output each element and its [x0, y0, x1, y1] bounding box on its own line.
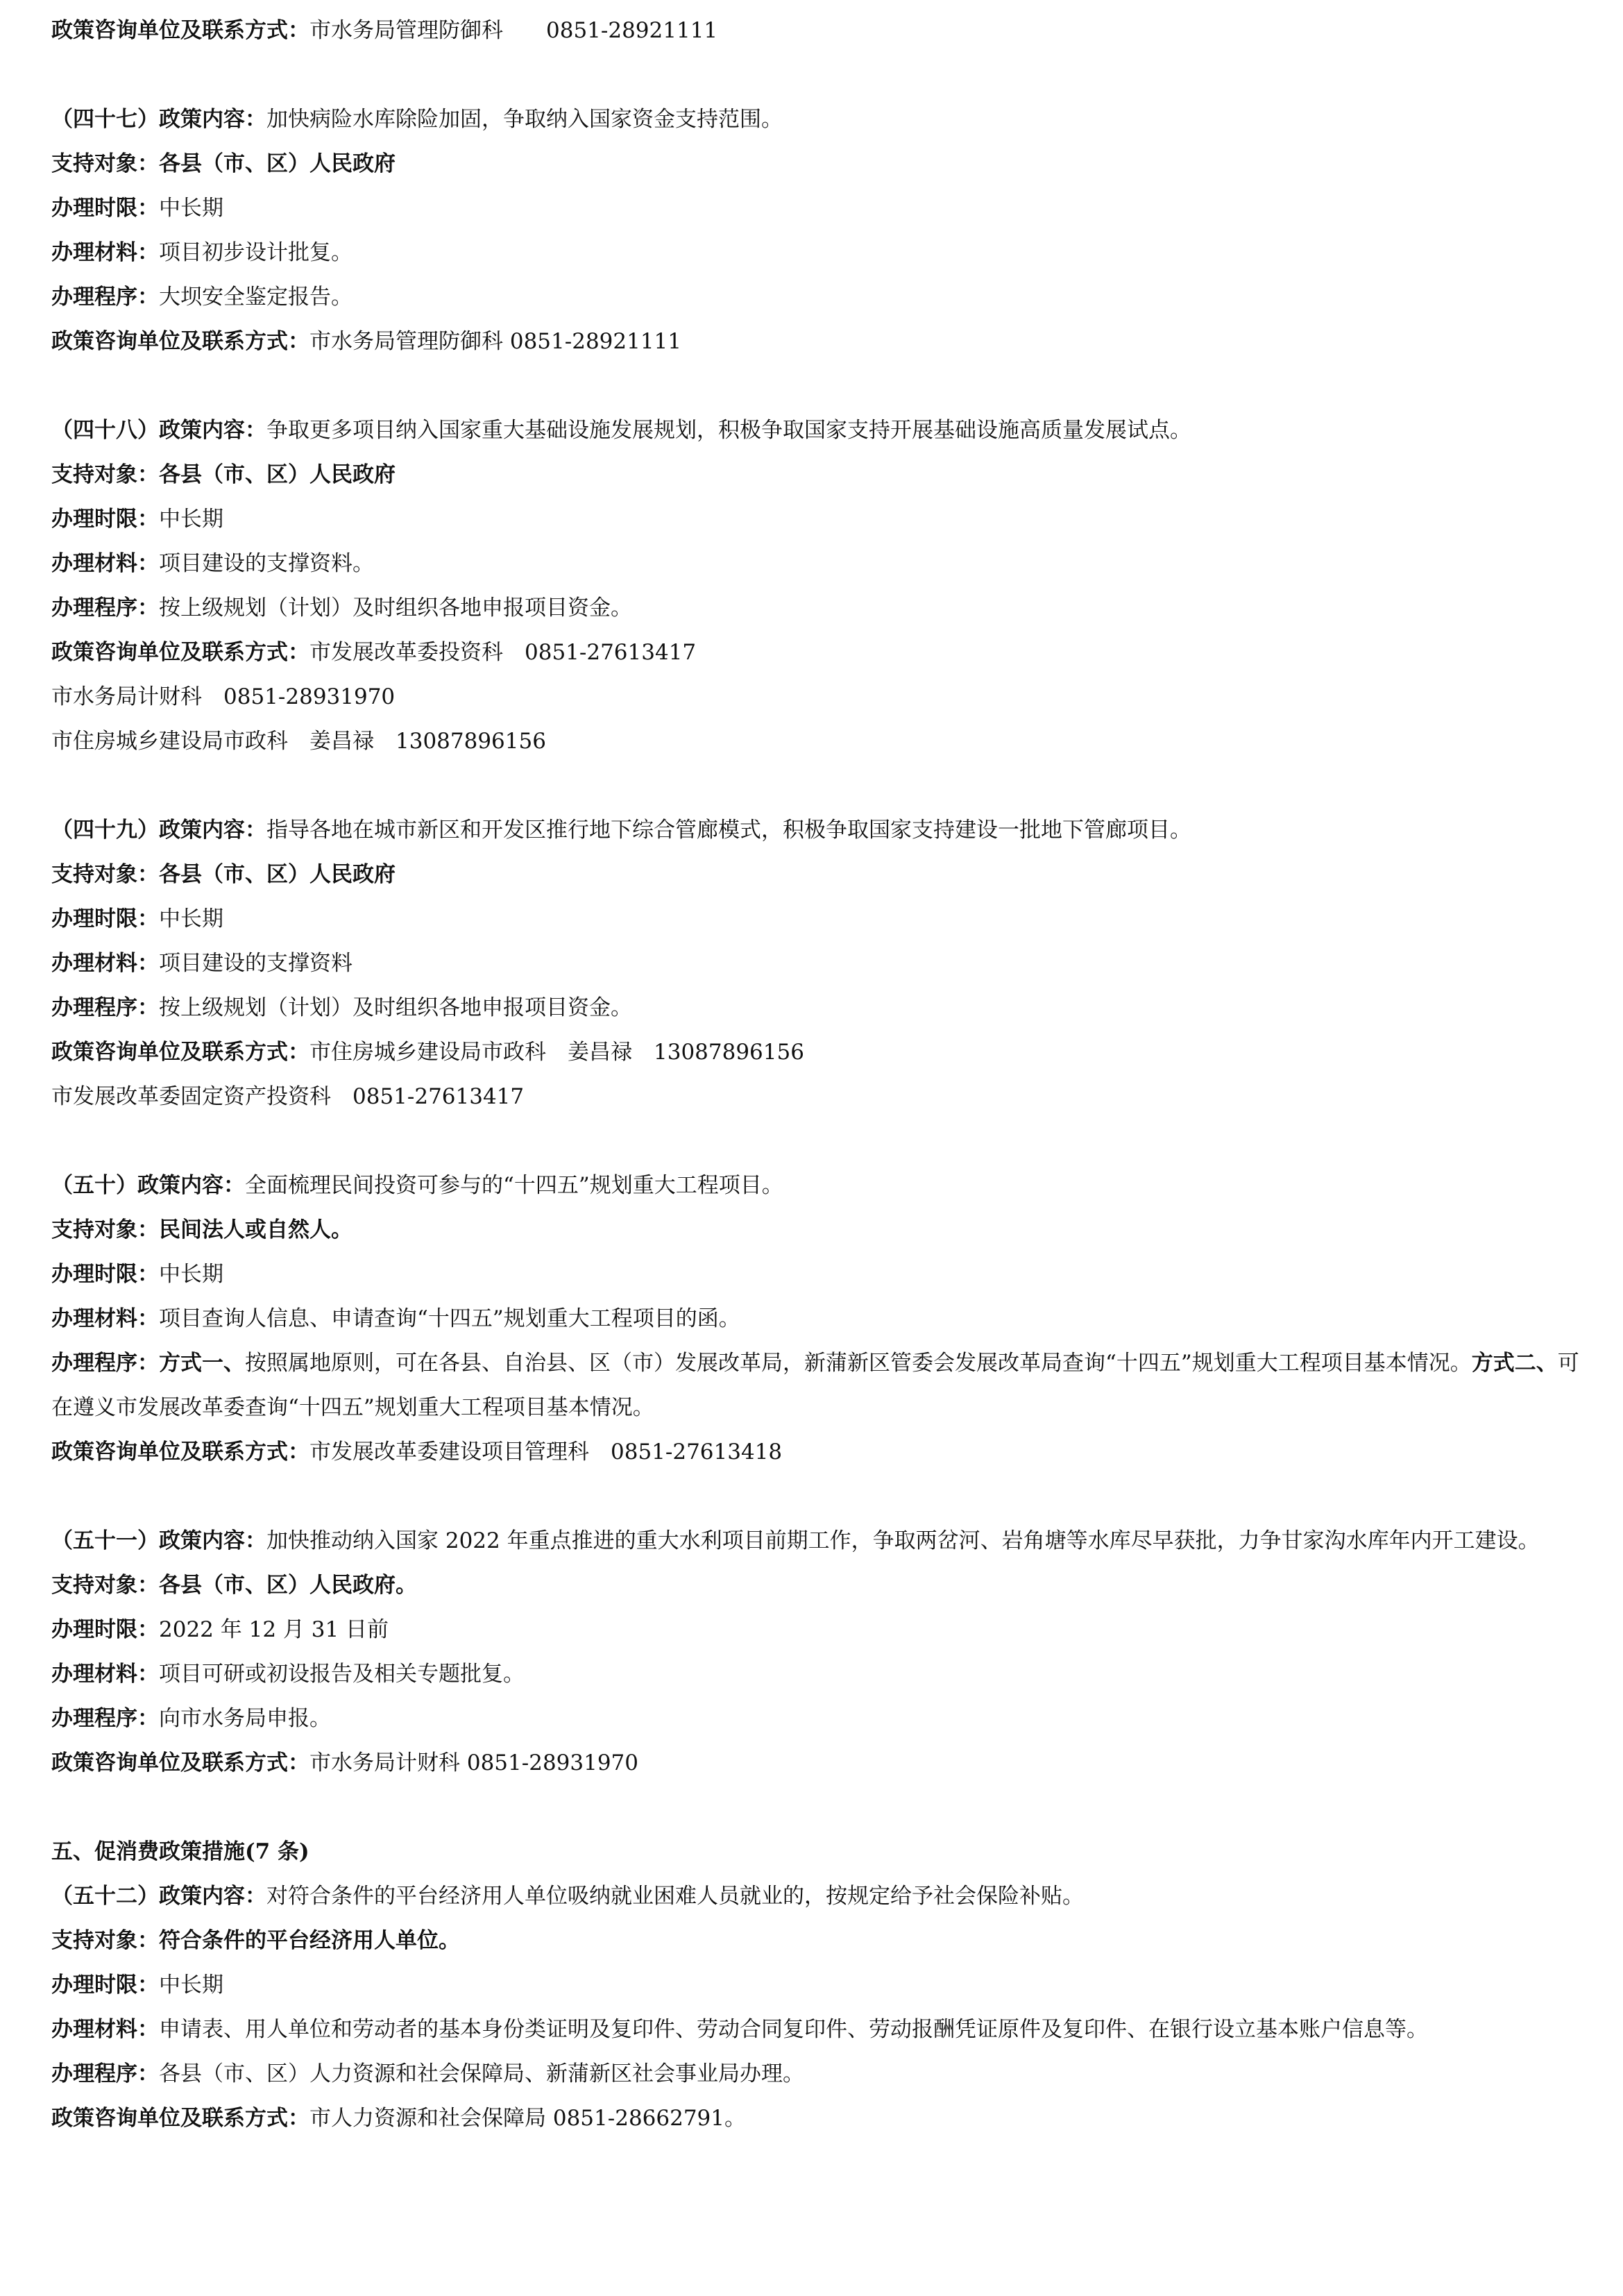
- policy-50-content: [51, 1163, 1598, 1208]
- policy-52-time: [51, 1963, 1598, 2007]
- content-label: 政策内容：: [159, 1884, 266, 1909]
- materials-label: 办理材料：: [51, 951, 159, 976]
- policy-49-time: [51, 897, 1598, 941]
- policy-51-time: [51, 1607, 1598, 1652]
- procedure-value: 按上级规划（计划）及时组织各地申报项目资金。: [159, 596, 632, 621]
- procedure-value: 各县（市、区）人力资源和社会保障局、新蒲新区社会事业局办理。: [159, 2061, 804, 2086]
- policy-47-time: [51, 186, 1598, 230]
- time-label: 办理时限：: [51, 507, 159, 532]
- content-value: 全面梳理民间投资可参与的“十四五”规划重大工程项目。: [245, 1173, 783, 1198]
- target-value: 民间法人或自然人。: [159, 1217, 352, 1242]
- spacer: [51, 364, 1598, 408]
- procedure-label: 办理程序：: [51, 1706, 159, 1731]
- consult-value: 市水务局管理防御科 0851-28921111: [309, 18, 718, 43]
- target-label: 支持对象：: [51, 1928, 159, 1953]
- procedure-label: 办理程序：: [51, 285, 159, 310]
- policy-49-target: [51, 852, 1598, 897]
- policy-51-procedure: [51, 1696, 1598, 1741]
- policy-49-materials: [51, 941, 1598, 986]
- time-label: 办理时限：: [51, 1617, 159, 1642]
- policy-48-contact-2: [51, 675, 1598, 719]
- materials-label: 办理材料：: [51, 240, 159, 265]
- policy-47-procedure: [51, 275, 1598, 319]
- materials-value: 项目建设的支撑资料: [159, 951, 352, 976]
- policy-number: （四十七）: [51, 107, 159, 132]
- content-value: 加快推动纳入国家 2022 年重点推进的重大水利项目前期工作，争取两岔河、岩角塘等水库尽早获批，力争甘家沟水库年内开工建设。: [266, 1528, 1540, 1553]
- target-value: 符合条件的平台经济用人单位。: [159, 1928, 460, 1953]
- time-label: 办理时限：: [51, 1262, 159, 1287]
- contact-value: 市发展改革委固定资产投资科 0851-27613417: [51, 1084, 525, 1109]
- policy-48-materials: [51, 541, 1598, 586]
- materials-label: 办理材料：: [51, 1662, 159, 1687]
- policy-48-content: [51, 408, 1598, 453]
- content-label: 政策内容：: [137, 1173, 245, 1198]
- target-label: 支持对象：: [51, 1573, 159, 1598]
- policy-number: （五十二）: [51, 1884, 159, 1909]
- procedure-value: 向市水务局申报。: [159, 1706, 331, 1731]
- time-label: 办理时限：: [51, 1973, 159, 1998]
- consult-label: 政策咨询单位及联系方式：: [51, 1440, 309, 1464]
- procedure-label: 办理程序：: [51, 596, 159, 621]
- policy-51-consult: [51, 1741, 1598, 1785]
- spacer: [51, 1785, 1598, 1830]
- consult-value: 市水务局管理防御科 0851-28921111: [309, 329, 682, 354]
- policy-number: （四十八）: [51, 418, 159, 443]
- consult-value: 市发展改革委建设项目管理科 0851-27613418: [309, 1440, 783, 1464]
- policy-48-consult: [51, 630, 1598, 675]
- policy-49-content: [51, 808, 1598, 852]
- time-label: 办理时限：: [51, 196, 159, 221]
- time-value: 中长期: [159, 507, 223, 532]
- policy-51-materials: [51, 1652, 1598, 1696]
- procedure-value: 按上级规划（计划）及时组织各地申报项目资金。: [159, 995, 632, 1020]
- time-label: 办理时限：: [51, 906, 159, 931]
- content-label: 政策内容：: [159, 107, 266, 132]
- policy-48-time: [51, 497, 1598, 541]
- time-value: 2022 年 12 月 31 日前: [159, 1617, 389, 1642]
- policy-50-time: [51, 1252, 1598, 1297]
- time-value: 中长期: [159, 196, 223, 221]
- policy-47-materials: [51, 230, 1598, 275]
- spacer: [51, 53, 1598, 97]
- consult-label: 政策咨询单位及联系方式：: [51, 2106, 309, 2131]
- way2-text: 可在遵义市发展改革委查询“十四五”规划重大工程项目基本情况。: [51, 1351, 1579, 1420]
- content-label: 政策内容：: [159, 818, 266, 843]
- procedure-label: 办理程序：: [51, 2061, 159, 2086]
- content-label: 政策内容：: [159, 418, 266, 443]
- target-label: 支持对象：: [51, 462, 159, 487]
- content-value: 对符合条件的平台经济用人单位吸纳就业困难人员就业的，按规定给予社会保险补贴。: [266, 1884, 1084, 1909]
- content-value: 指导各地在城市新区和开发区推行地下综合管廊模式，积极争取国家支持建设一批地下管廊项目。: [266, 818, 1191, 843]
- materials-label: 办理材料：: [51, 1306, 159, 1331]
- consult-value: 市住房城乡建设局市政科 姜昌禄 13087896156: [309, 1040, 804, 1065]
- policy-48-contact-3: [51, 719, 1598, 763]
- way1-label: 方式一、: [159, 1351, 245, 1376]
- way1-text: 按照属地原则，可在各县、自治县、区（市）发展改革局，新蒲新区管委会发展改革局查询“十四五”规划重大工程项目基本情况。: [245, 1351, 1472, 1376]
- policy-number: （五十一）: [51, 1528, 159, 1553]
- time-value: 中长期: [159, 1973, 223, 1998]
- target-label: 支持对象：: [51, 862, 159, 887]
- consult-label: 政策咨询单位及联系方式：: [51, 1750, 309, 1775]
- contact-value: 市住房城乡建设局市政科 姜昌禄 13087896156: [51, 729, 546, 754]
- top-consult-line: [51, 8, 1598, 53]
- spacer: [51, 1474, 1598, 1519]
- target-value: 各县（市、区）人民政府: [159, 151, 396, 176]
- target-value: 各县（市、区）人民政府: [159, 462, 396, 487]
- consult-label: 政策咨询单位及联系方式：: [51, 640, 309, 665]
- content-label: 政策内容：: [159, 1528, 266, 1553]
- materials-value: 申请表、用人单位和劳动者的基本身份类证明及复印件、劳动合同复印件、劳动报酬凭证原件及复印件、在银行设立基本账户信息等。: [159, 2017, 1428, 2042]
- consult-value: 市发展改革委投资科 0851-27613417: [309, 640, 697, 665]
- policy-49-consult: [51, 1030, 1598, 1074]
- policy-50-procedure: [51, 1341, 1598, 1430]
- policy-52-materials: [51, 2007, 1598, 2052]
- materials-label: 办理材料：: [51, 551, 159, 576]
- policy-52-procedure: [51, 2052, 1598, 2096]
- policy-49-contact-2: [51, 1074, 1598, 1119]
- policy-47-target: [51, 142, 1598, 186]
- policy-50-consult: [51, 1430, 1598, 1474]
- consult-label: 政策咨询单位及联系方式：: [51, 1040, 309, 1065]
- contact-value: 市水务局计财科 0851-28931970: [51, 684, 396, 709]
- content-value: 争取更多项目纳入国家重大基础设施发展规划，积极争取国家支持开展基础设施高质量发展试点。: [266, 418, 1191, 443]
- time-value: 中长期: [159, 1262, 223, 1287]
- materials-value: 项目查询人信息、申请查询“十四五”规划重大工程项目的函。: [159, 1306, 740, 1331]
- materials-value: 项目初步设计批复。: [159, 240, 352, 265]
- target-value: 各县（市、区）人民政府: [159, 862, 396, 887]
- policy-52-consult: [51, 2096, 1598, 2141]
- policy-52-content: [51, 1874, 1598, 1918]
- policy-51-content: [51, 1519, 1598, 1563]
- policy-50-materials: [51, 1297, 1598, 1341]
- policy-47-content: [51, 97, 1598, 142]
- procedure-value: 大坝安全鉴定报告。: [159, 285, 352, 310]
- policy-48-procedure: [51, 586, 1598, 630]
- spacer: [51, 763, 1598, 808]
- target-label: 支持对象：: [51, 151, 159, 176]
- target-value: 各县（市、区）人民政府。: [159, 1573, 417, 1598]
- procedure-label: 办理程序：: [51, 995, 159, 1020]
- consult-label: 政策咨询单位及联系方式：: [51, 18, 309, 43]
- section-5-title: 五、促消费政策措施(7 条): [51, 1839, 309, 1864]
- policy-50-target: [51, 1208, 1598, 1252]
- spacer: [51, 1119, 1598, 1163]
- procedure-label: 办理程序：: [51, 1351, 159, 1376]
- policy-49-procedure: [51, 986, 1598, 1030]
- consult-value: 市水务局计财科 0851-28931970: [309, 1750, 639, 1775]
- materials-value: 项目建设的支撑资料。: [159, 551, 374, 576]
- consult-label: 政策咨询单位及联系方式：: [51, 329, 309, 354]
- time-value: 中长期: [159, 906, 223, 931]
- materials-label: 办理材料：: [51, 2017, 159, 2042]
- content-value: 加快病险水库除险加固，争取纳入国家资金支持范围。: [266, 107, 783, 132]
- way2-label: 方式二、: [1471, 1351, 1558, 1376]
- target-label: 支持对象：: [51, 1217, 159, 1242]
- policy-47-consult: [51, 319, 1598, 364]
- consult-value: 市人力资源和社会保障局 0851-28662791。: [309, 2106, 747, 2131]
- policy-number: （四十九）: [51, 818, 159, 843]
- policy-52-target: [51, 1918, 1598, 1963]
- policy-number: （五十）: [51, 1173, 137, 1198]
- policy-48-target: [51, 453, 1598, 497]
- policy-51-target: [51, 1563, 1598, 1607]
- materials-value: 项目可研或初设报告及相关专题批复。: [159, 1662, 525, 1687]
